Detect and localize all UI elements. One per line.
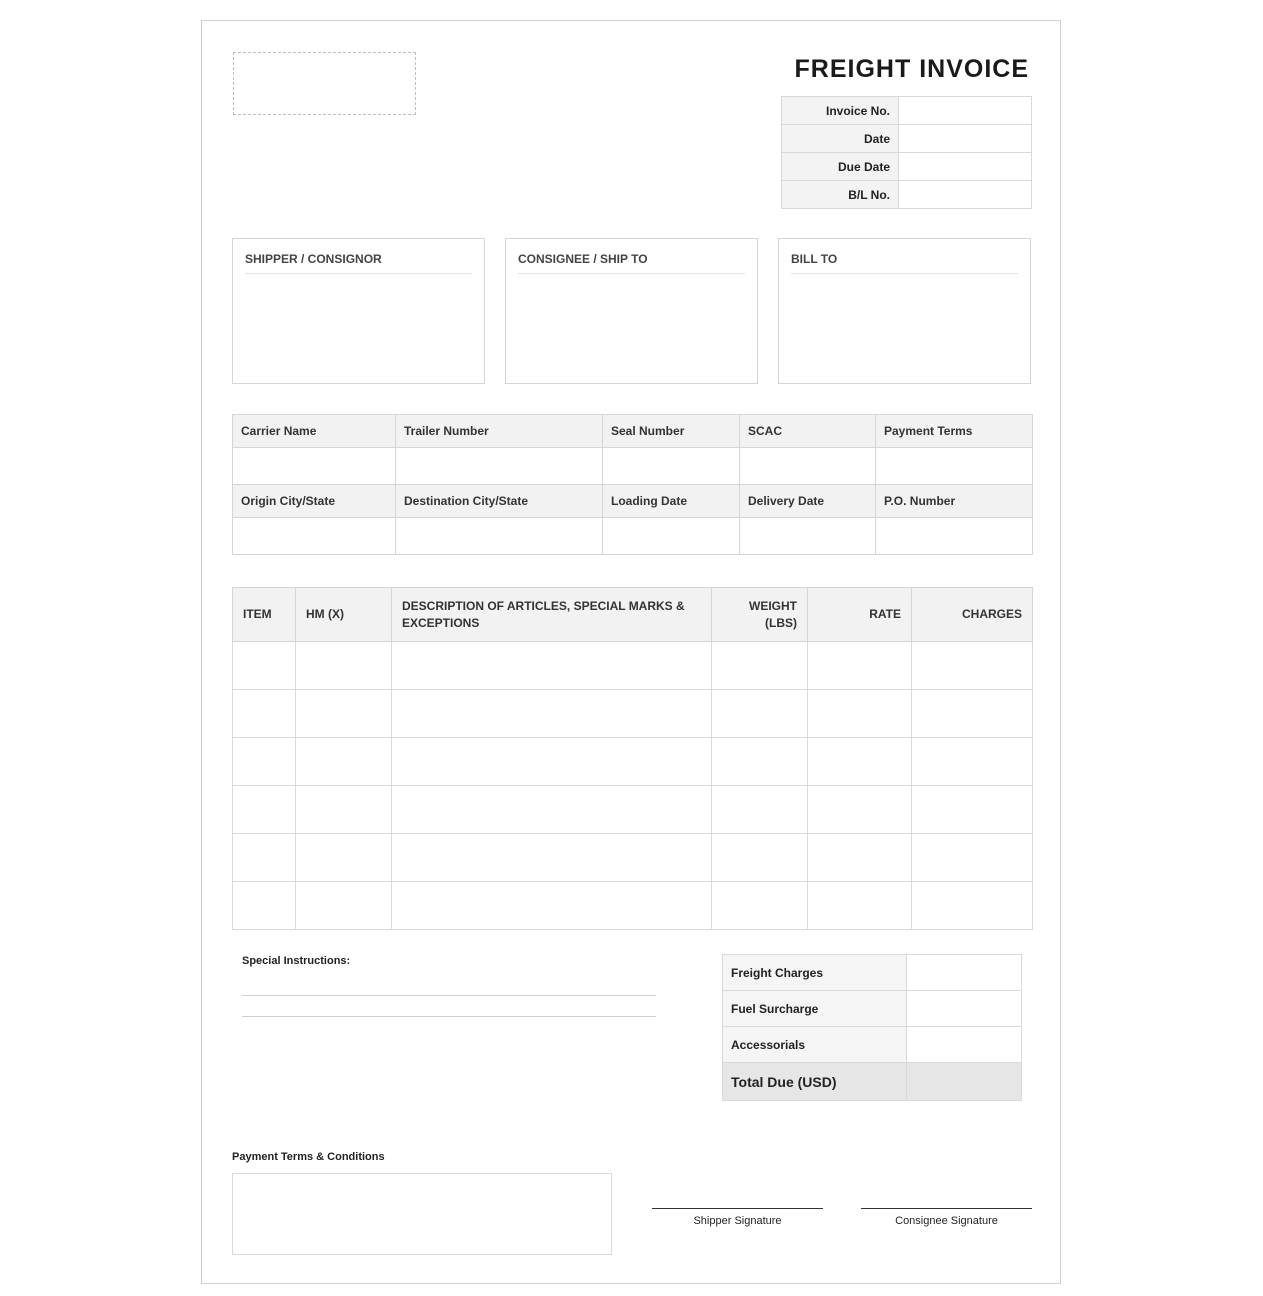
destination-field[interactable] (396, 518, 603, 555)
table-cell[interactable] (808, 738, 912, 786)
payment-terms-conditions-box[interactable] (232, 1173, 612, 1255)
date-label: Date (782, 125, 899, 153)
date-field[interactable] (899, 125, 1032, 153)
table-row (233, 738, 1033, 786)
shipper-box[interactable] (232, 238, 485, 384)
accessorials-field[interactable] (907, 1027, 1022, 1063)
meta-row (782, 125, 1032, 153)
carrier-name-field[interactable] (233, 448, 396, 485)
table-cell[interactable] (296, 834, 392, 882)
table-row (233, 786, 1033, 834)
invoice-title: FREIGHT INVOICE (794, 55, 1029, 83)
table-cell[interactable] (808, 882, 912, 930)
scac-label: SCAC (740, 415, 876, 448)
due-date-label: Due Date (782, 153, 899, 181)
bl-number-field[interactable] (899, 181, 1032, 209)
payment-terms-field[interactable] (876, 448, 1033, 485)
table-cell[interactable] (392, 786, 712, 834)
invoice-meta-table (781, 96, 1032, 209)
meta-row (782, 181, 1032, 209)
table-cell[interactable] (808, 834, 912, 882)
delivery-date-label: Delivery Date (740, 485, 876, 518)
table-cell[interactable] (912, 642, 1033, 690)
special-instructions-line[interactable] (242, 1016, 656, 1017)
payment-terms-label: Payment Terms (876, 415, 1033, 448)
table-cell[interactable] (712, 642, 808, 690)
po-number-field[interactable] (876, 518, 1033, 555)
table-row (233, 882, 1033, 930)
items-header-row (233, 588, 1033, 642)
table-cell[interactable] (912, 834, 1033, 882)
table-cell[interactable] (808, 642, 912, 690)
table-cell[interactable] (296, 738, 392, 786)
special-instructions-label: Special Instructions: (242, 955, 351, 967)
invoice-page (201, 20, 1061, 1284)
shipment-info-header-row (233, 485, 1033, 518)
freight-charges-field[interactable] (907, 955, 1022, 991)
table-row (233, 834, 1033, 882)
seal-number-label: Seal Number (603, 415, 740, 448)
meta-row (782, 153, 1032, 181)
fuel-surcharge-field[interactable] (907, 991, 1022, 1027)
fuel-surcharge-label: Fuel Surcharge (723, 991, 907, 1027)
loading-date-label: Loading Date (603, 485, 740, 518)
table-cell[interactable] (808, 786, 912, 834)
delivery-date-field[interactable] (740, 518, 876, 555)
consignee-box[interactable] (505, 238, 758, 384)
table-cell[interactable] (233, 834, 296, 882)
table-cell[interactable] (296, 642, 392, 690)
freight-charges-label: Freight Charges (723, 955, 907, 991)
table-row (233, 690, 1033, 738)
col-weight: WEIGHT (LBS) (712, 588, 808, 642)
origin-label: Origin City/State (233, 485, 396, 518)
carrier-name-label: Carrier Name (233, 415, 396, 448)
col-charges: CHARGES (912, 588, 1033, 642)
scac-field[interactable] (740, 448, 876, 485)
table-cell[interactable] (233, 690, 296, 738)
invoice-number-field[interactable] (899, 97, 1032, 125)
table-cell[interactable] (233, 882, 296, 930)
shipper-heading: SHIPPER / CONSIGNOR (245, 252, 472, 274)
shipment-info-table (232, 414, 1033, 555)
logo-placeholder[interactable] (233, 52, 416, 115)
col-description: DESCRIPTION OF ARTICLES, SPECIAL MARKS & EXCEPTIONS (392, 588, 712, 642)
seal-number-field[interactable] (603, 448, 740, 485)
table-cell[interactable] (912, 882, 1033, 930)
total-due-field[interactable] (907, 1063, 1022, 1101)
totals-row (723, 991, 1022, 1027)
special-instructions-line[interactable] (242, 995, 656, 996)
bill-to-heading: BILL TO (791, 252, 1018, 274)
totals-row (723, 1027, 1022, 1063)
table-cell[interactable] (712, 738, 808, 786)
col-rate: RATE (808, 588, 912, 642)
table-cell[interactable] (912, 786, 1033, 834)
table-row (233, 642, 1033, 690)
table-cell[interactable] (233, 738, 296, 786)
meta-row (782, 97, 1032, 125)
po-number-label: P.O. Number (876, 485, 1033, 518)
table-cell[interactable] (712, 786, 808, 834)
table-cell[interactable] (808, 690, 912, 738)
destination-label: Destination City/State (396, 485, 603, 518)
consignee-heading: CONSIGNEE / SHIP TO (518, 252, 745, 274)
consignee-signature-label: Consignee Signature (895, 1215, 998, 1227)
accessorials-label: Accessorials (723, 1027, 907, 1063)
table-cell[interactable] (296, 786, 392, 834)
table-cell[interactable] (296, 690, 392, 738)
trailer-number-label: Trailer Number (396, 415, 603, 448)
items-body (233, 642, 1033, 930)
trailer-number-field[interactable] (396, 448, 603, 485)
col-item: ITEM (233, 588, 296, 642)
shipment-info-value-row (233, 448, 1033, 485)
consignee-signature-line[interactable] (861, 1208, 1032, 1227)
table-cell[interactable] (712, 882, 808, 930)
invoice-number-label: Invoice No. (782, 97, 899, 125)
total-due-row (723, 1063, 1022, 1101)
table-cell[interactable] (233, 786, 296, 834)
totals-row (723, 955, 1022, 991)
col-hm: HM (X) (296, 588, 392, 642)
shipment-info-header-row (233, 415, 1033, 448)
table-cell[interactable] (912, 690, 1033, 738)
table-cell[interactable] (296, 882, 392, 930)
shipper-signature-line[interactable] (652, 1208, 823, 1227)
totals-table (722, 954, 1022, 1101)
table-cell[interactable] (392, 882, 712, 930)
table-cell[interactable] (392, 690, 712, 738)
table-cell[interactable] (233, 642, 296, 690)
payment-terms-conditions-label: Payment Terms & Conditions (232, 1151, 385, 1163)
bill-to-box[interactable] (778, 238, 1031, 384)
bl-number-label: B/L No. (782, 181, 899, 209)
table-cell[interactable] (392, 738, 712, 786)
shipment-info-value-row (233, 518, 1033, 555)
total-due-label: Total Due (USD) (723, 1063, 907, 1101)
origin-field[interactable] (233, 518, 396, 555)
table-cell[interactable] (712, 690, 808, 738)
due-date-field[interactable] (899, 153, 1032, 181)
table-cell[interactable] (912, 738, 1033, 786)
shipper-signature-label: Shipper Signature (693, 1215, 782, 1227)
table-cell[interactable] (392, 834, 712, 882)
loading-date-field[interactable] (603, 518, 740, 555)
table-cell[interactable] (712, 834, 808, 882)
table-cell[interactable] (392, 642, 712, 690)
items-table (232, 587, 1033, 930)
